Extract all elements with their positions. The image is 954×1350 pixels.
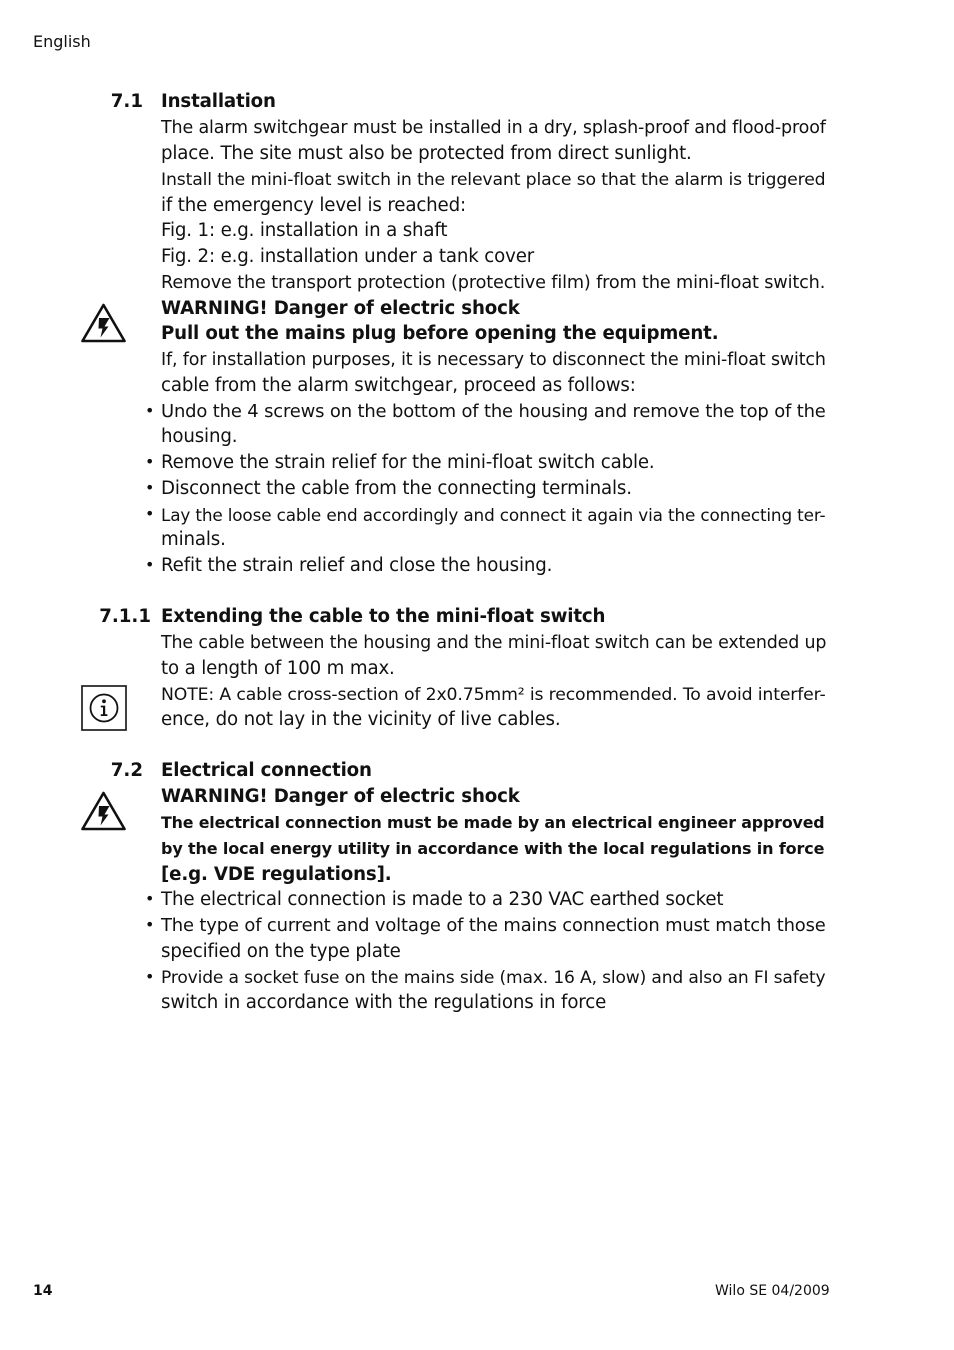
paragraph-line: Install the mini-float switch in the relevant place so that the alarm is triggered xyxy=(161,170,826,190)
list-item: The type of current and voltage of the mains connection must match those xyxy=(161,915,826,936)
paragraph-line: place. The site must also be protected from direct sunlight. xyxy=(161,143,692,164)
electric-warning-icon xyxy=(80,790,127,836)
bullet-marker: • xyxy=(145,504,155,523)
page-language-label: English xyxy=(33,32,91,51)
warning-title: WARNING! Danger of electric shock xyxy=(161,298,520,319)
bullet-marker: • xyxy=(145,915,155,934)
note-text: ence, do not lay in the vicinity of live cables. xyxy=(161,709,561,730)
list-item: Lay the loose cable end accordingly and connect it again via the connecting ter- xyxy=(161,505,826,525)
page-number: 14 xyxy=(33,1283,53,1299)
list-item: The electrical connection is made to a 230 VAC earthed socket xyxy=(161,889,724,910)
list-item: Undo the 4 screws on the bottom of the housing and remove the top of the xyxy=(161,401,826,422)
info-note-icon xyxy=(81,685,127,735)
section-title-installation: Installation xyxy=(161,91,276,112)
figure-reference: Fig. 2: e.g. installation under a tank cover xyxy=(161,246,535,267)
section-number-7-2: 7.2 xyxy=(110,760,143,781)
section-number-7-1: 7.1 xyxy=(110,91,143,112)
bullet-marker: • xyxy=(145,889,155,908)
bullet-marker: • xyxy=(145,967,155,986)
paragraph-line: to a length of 100 m max. xyxy=(161,658,395,679)
section-title-electrical-connection: Electrical connection xyxy=(161,760,372,781)
publisher-date: Wilo SE 04/2009 xyxy=(715,1283,830,1299)
list-item-continuation: minals. xyxy=(161,529,226,550)
warning-text: Pull out the mains plug before opening the equipment. xyxy=(161,323,719,344)
bullet-marker: • xyxy=(145,401,155,420)
paragraph-line: The cable between the housing and the mini-float switch can be extended up xyxy=(161,633,827,653)
list-item: Disconnect the cable from the connecting terminals. xyxy=(161,478,632,499)
electric-warning-icon xyxy=(80,302,127,348)
warning-text: The electrical connection must be made by an electrical engineer approved xyxy=(161,813,825,832)
list-item: Refit the strain relief and close the housing. xyxy=(161,555,553,576)
list-item-continuation: housing. xyxy=(161,426,238,447)
figure-reference: Fig. 1: e.g. installation in a shaft xyxy=(161,220,448,241)
warning-text: by the local energy utility in accordance with the local regulations in force xyxy=(161,839,825,858)
paragraph-line: if the emergency level is reached: xyxy=(161,195,466,216)
list-item-continuation: switch in accordance with the regulations in force xyxy=(161,992,607,1013)
bullet-marker: • xyxy=(145,555,155,574)
list-item-continuation: specified on the type plate xyxy=(161,941,401,962)
list-item: Remove the strain relief for the mini-float switch cable. xyxy=(161,452,655,473)
paragraph-line: The alarm switchgear must be installed in a dry, splash-proof and flood-proof xyxy=(161,118,826,138)
warning-title: WARNING! Danger of electric shock xyxy=(161,786,520,807)
bullet-marker: • xyxy=(145,478,155,497)
list-item: Provide a socket fuse on the mains side (max. 16 A, slow) and also an FI safety xyxy=(161,968,826,988)
note-text: NOTE: A cable cross-section of 2x0.75mm² is recommended. To avoid interfer- xyxy=(161,685,826,705)
paragraph-line: Remove the transport protection (protective film) from the mini-float switch. xyxy=(161,273,826,293)
bullet-marker: • xyxy=(145,452,155,471)
section-title-extending-cable: Extending the cable to the mini-float switch xyxy=(161,606,606,627)
paragraph-line: cable from the alarm switchgear, proceed as follows: xyxy=(161,375,636,396)
paragraph-line: If, for installation purposes, it is necessary to disconnect the mini-float switch xyxy=(161,350,826,370)
warning-text: [e.g. VDE regulations]. xyxy=(161,864,392,885)
section-number-7-1-1: 7.1.1 xyxy=(99,606,151,627)
